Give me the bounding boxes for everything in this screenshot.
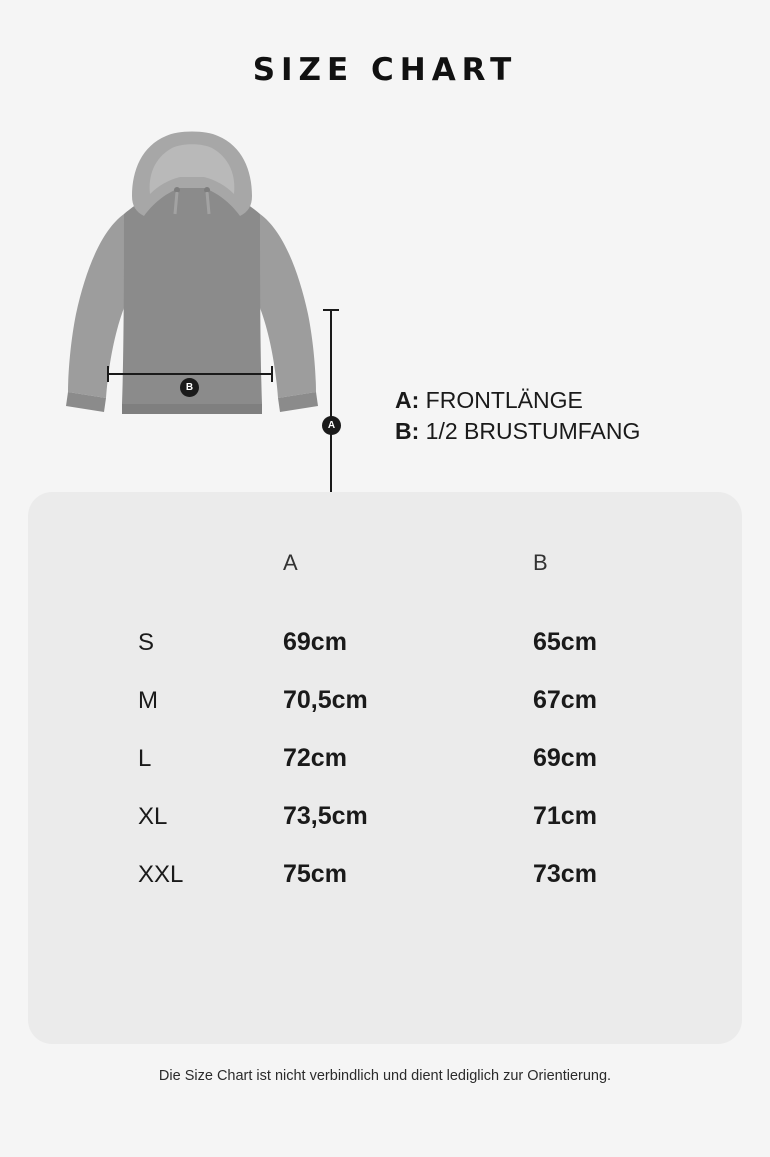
legend-label-b: 1/2 BRUSTUMFANG (425, 418, 641, 444)
column-header-a: A (283, 550, 298, 575)
column-header-size (28, 550, 283, 628)
cell-size: S (138, 628, 155, 656)
table-row (28, 744, 742, 802)
disclaimer-note: Die Size Chart ist nicht verbindlich und dient lediglich zur Orientierung. (158, 1068, 612, 1084)
legend-row-b (395, 416, 640, 447)
page-title: SIZE CHART (252, 52, 518, 88)
cell-size: XXL (138, 860, 184, 888)
table-row (28, 628, 742, 686)
cell-size: M (138, 686, 158, 714)
cell-a: 72cm (283, 744, 347, 772)
cell-b: 71cm (533, 802, 597, 830)
cell-a: 70,5cm (283, 686, 368, 714)
measurement-illustration (0, 110, 770, 460)
cell-size: XL (138, 802, 168, 830)
table-row (28, 860, 742, 918)
table-row (28, 802, 742, 860)
marker-a-badge: A (322, 416, 341, 435)
cell-a: 73,5cm (283, 802, 368, 830)
marker-b-badge: B (180, 378, 199, 397)
cell-a: 69cm (283, 628, 347, 656)
cell-b: 73cm (533, 860, 597, 888)
table-header-row (28, 550, 742, 628)
column-header-b: B (533, 550, 548, 575)
size-table (28, 550, 742, 918)
cell-b: 69cm (533, 744, 597, 772)
legend-row-a (395, 385, 640, 416)
legend-key-a: A: (395, 387, 420, 413)
table-row (28, 686, 742, 744)
legend-key-b: B: (395, 418, 420, 444)
size-table-card (28, 492, 742, 1044)
cell-b: 65cm (533, 628, 597, 656)
cell-size: L (138, 744, 152, 772)
legend (395, 385, 640, 447)
legend-label-a: FRONTLÄNGE (425, 387, 583, 413)
cell-a: 75cm (283, 860, 347, 888)
cell-b: 67cm (533, 686, 597, 714)
